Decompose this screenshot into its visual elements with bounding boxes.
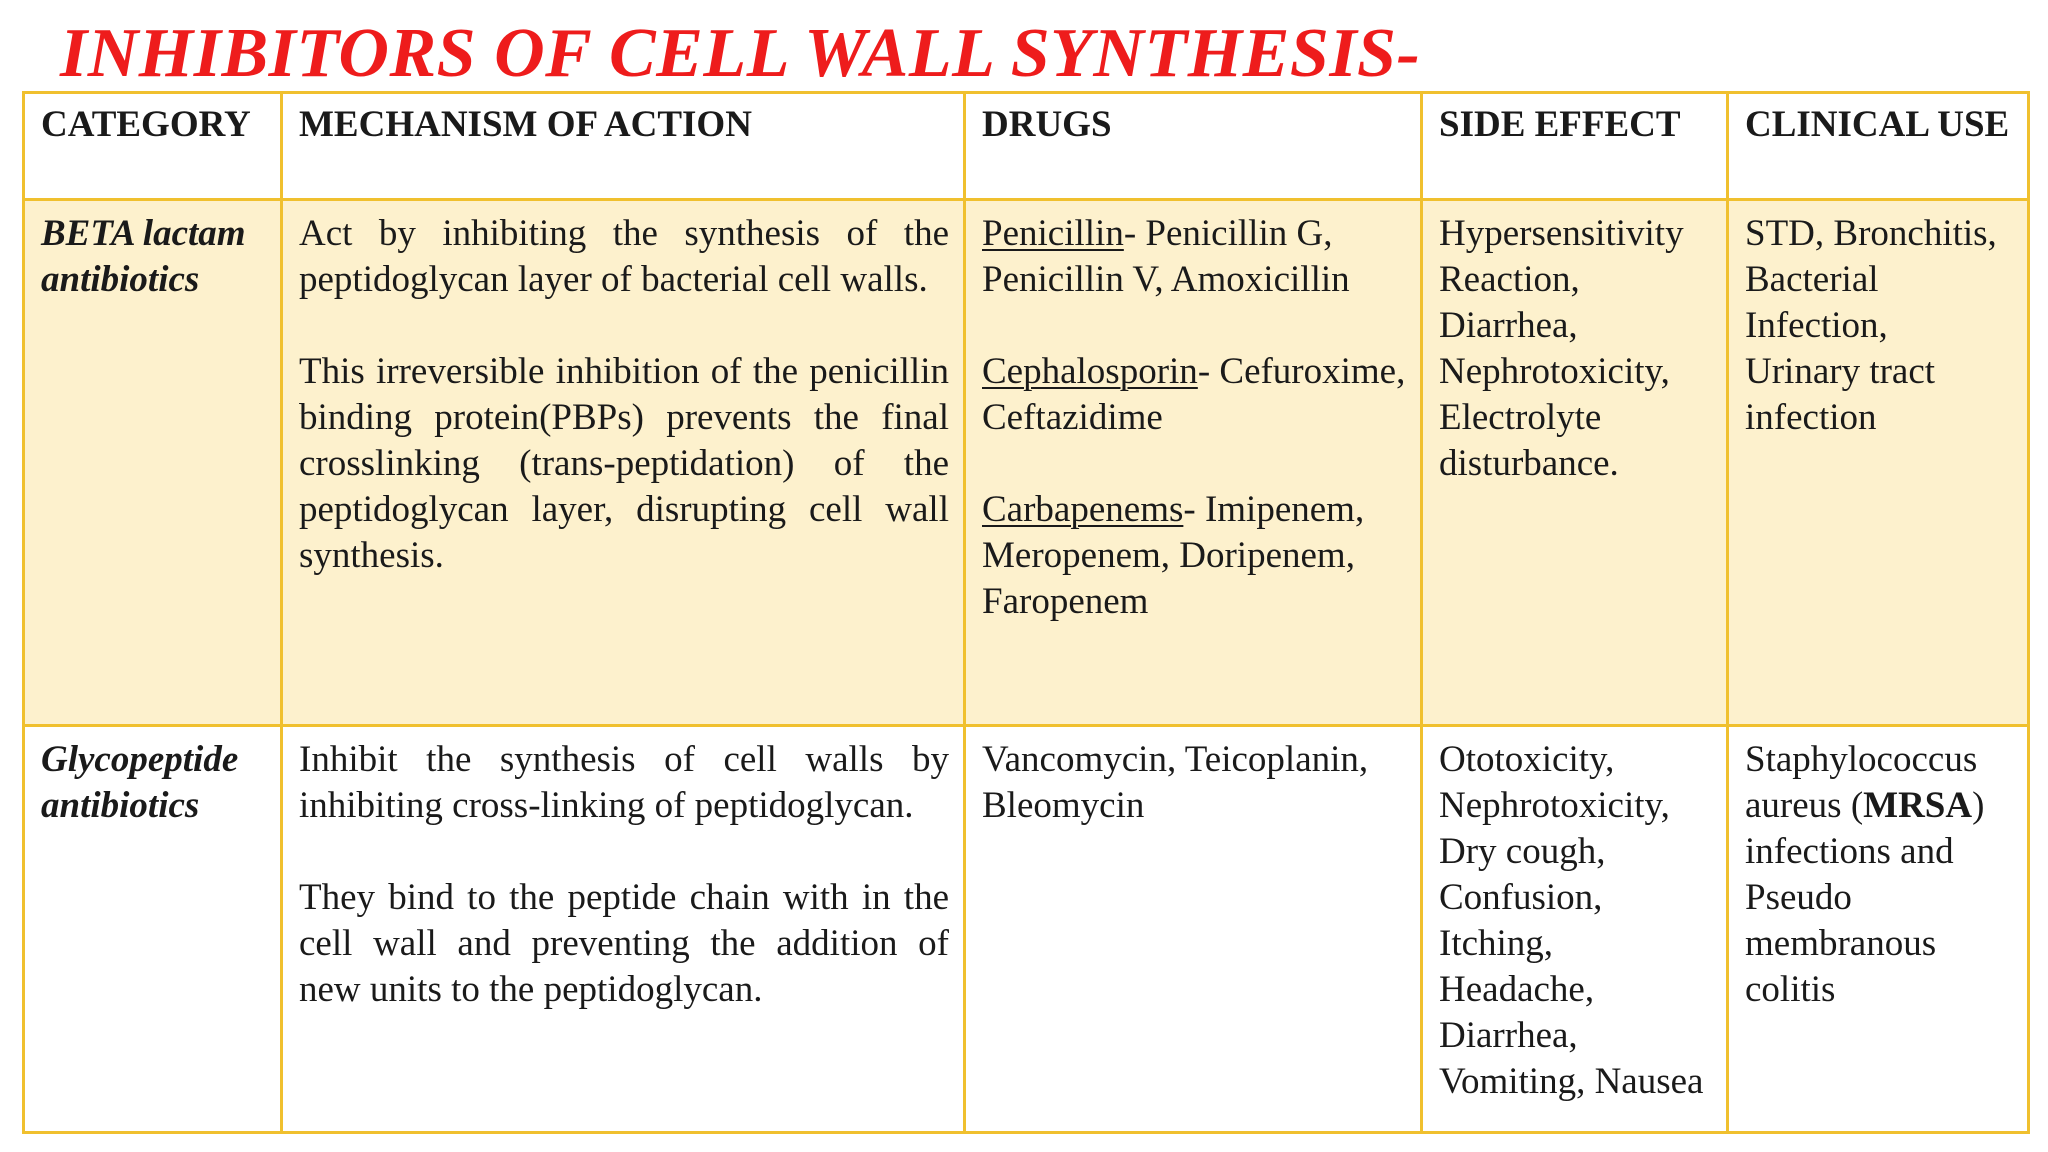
drug-list: - Imipenem, Meropenem, Doripenem, Faropenem [982,489,1365,622]
header-drugs: DRUGS [965,93,1422,200]
drug-class-name: Cephalosporin [982,351,1198,392]
header-side-effect: SIDE EFFECT [1422,93,1728,200]
drug-group-cephalosporin [982,349,1406,441]
clinical-use-line: STD, Bronchitis, [1745,213,1997,254]
drug-class-name: Carbapenems [982,489,1184,530]
table-header-row [24,93,2029,200]
clinical-use-text: Staphylococcus aureus ( [1745,739,1978,826]
clinical-use-cell [1728,726,2029,1133]
side-effect-line: Nephrotoxicity, [1439,785,1670,826]
side-effect-line: Vomiting, Nausea [1439,1061,1704,1102]
mechanism-cell [282,200,965,726]
side-effect-line: Confusion, [1439,877,1603,918]
side-effect-line: Ototoxicity, [1439,739,1615,780]
mechanism-paragraph: Act by inhibiting the synthesis of the peptidoglycan layer of bacterial cell walls. [299,213,949,300]
mechanism-paragraph: This irreversible inhibition of the penicillin binding protein(PBPs) prevents the final crosslinking (trans-peptidation) of the peptidoglycan layer, disrupting cell wall synthesis. [299,351,949,576]
side-effect-cell: Hypersensitivity Reaction, Diarrhea, Nephrotoxicity, Electrolyte disturbance. [1422,200,1728,726]
side-effect-line: Diarrhea, [1439,1015,1578,1056]
page-title: INHIBITORS OF CELL WALL SYNTHESIS- [60,15,1421,92]
clinical-use-line: Bacterial [1745,259,1879,300]
side-effect-line: Itching, [1439,923,1554,964]
drug-list: - Penicillin G, Penicillin V, Amoxicillin [982,213,1350,300]
clinical-use-cell [1728,200,2029,726]
drugs-cell: Vancomycin, Teicoplanin, Bleomycin [965,726,1422,1133]
drug-group-penicillin [982,211,1406,303]
category-cell: BETA lactam antibiotics [24,200,282,726]
side-effect-line: Dry cough, [1439,831,1606,872]
header-category: CATEGORY [24,93,282,200]
clinical-use-line: Infection, [1745,305,1888,346]
category-cell: Glycopeptide antibiotics [24,726,282,1133]
table-row-glycopeptide [24,726,2029,1133]
clinical-use-line: Urinary tract [1745,351,1936,392]
drug-class-name: Penicillin [982,213,1124,254]
mechanism-paragraph: Inhibit the synthesis of cell walls by inhibiting cross-linking of peptidoglycan. [299,739,949,826]
side-effect-cell [1422,726,1728,1133]
mechanism-cell [282,726,965,1133]
side-effect-line: Headache, [1439,969,1595,1010]
drug-list: - Cefuroxime, Ceftazidime [982,351,1406,438]
drug-group-carbapenems [982,487,1406,625]
header-clinical-use: CLINICAL USE [1728,93,2029,200]
table-row-beta-lactam [24,200,2029,726]
mrsa-label: MRSA [1863,785,1973,826]
drugs-cell [965,200,1422,726]
mechanism-paragraph: They bind to the peptide chain with in the cell wall and preventing the addition of new units to the peptidoglycan. [299,877,949,1010]
drug-table [22,91,2030,1134]
clinical-use-line: infection [1745,397,1877,438]
clinical-use-text: ) infections and Pseudo membranous colitis [1745,785,1985,1010]
header-mechanism: MECHANISM OF ACTION [282,93,965,200]
